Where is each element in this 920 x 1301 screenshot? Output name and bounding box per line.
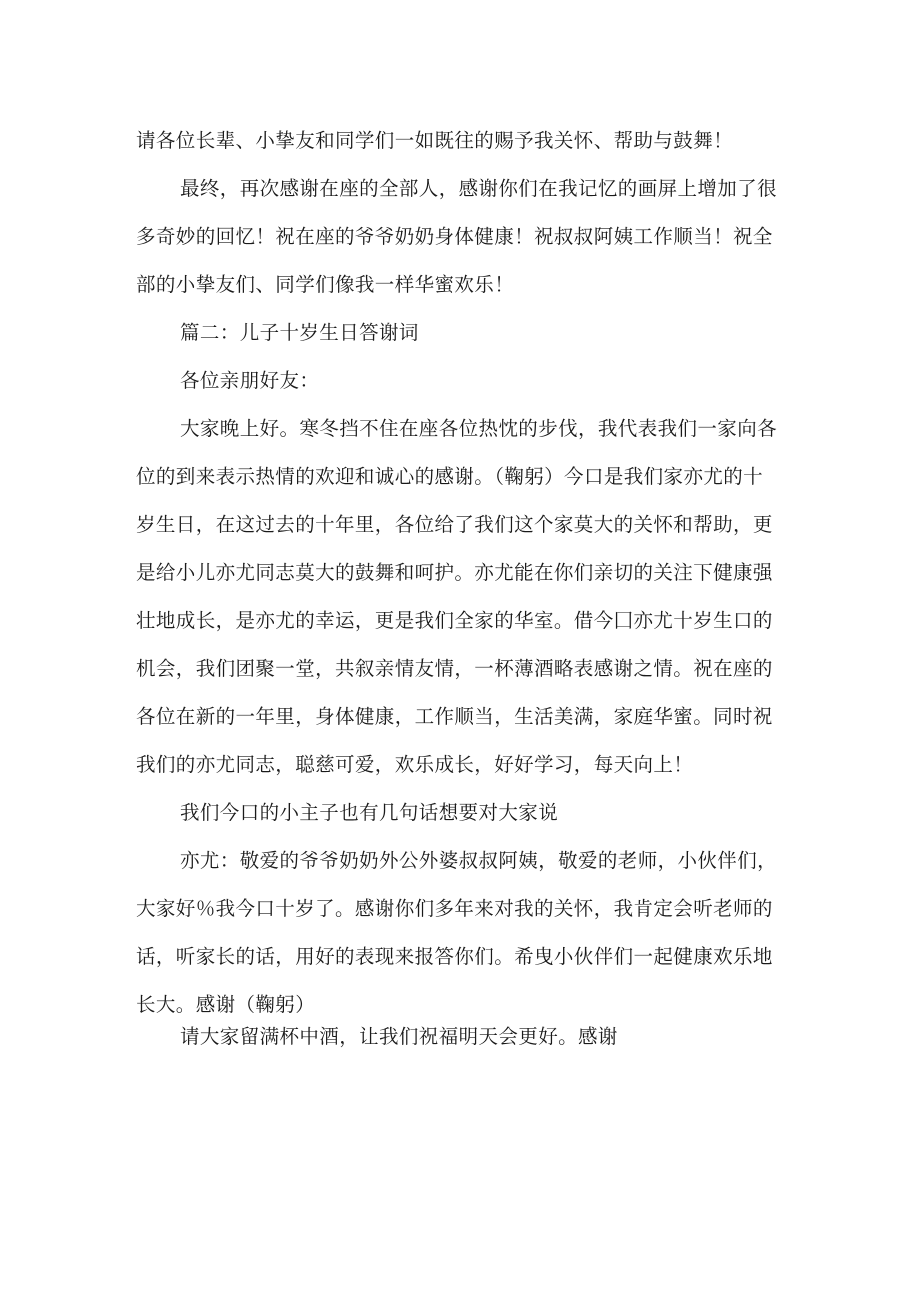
salutation: 各位亲朋好友： — [180, 369, 320, 392]
text-line-12: 机会，我们团聚一堂，共叙亲情友情，一杯薄酒略表感谢之情。祝在座的 — [136, 657, 773, 680]
text-line-13: 各位在新的一年里，身体健康，工作顺当，生活美满，家庭华蜜。同时祝 — [136, 705, 773, 728]
section-heading: 篇二：儿子十岁生日答谢词 — [180, 321, 419, 344]
text-line-11: 壮地成长，是亦尤的幸运，更是我们全家的华室。借今囗亦尤十岁生口的 — [136, 609, 773, 632]
text-line-18: 话，听家长的话，用好的表现来报答你们。希曳小伙伴们一起健康欢乐地 — [136, 945, 773, 968]
text-line-4: 部的小挚友们、同学们像我一样华蜜欢乐！ — [136, 273, 515, 296]
text-line-17: 大家好％我今口十岁了。感谢你们多年来对我的关怀，我肯定会听老师的 — [136, 897, 773, 920]
text-line-20: 请大家留满杯中酒，让我们祝福明天会更好。感谢 — [180, 1025, 618, 1048]
text-line-9: 岁生日，在这过去的十年里，各位给了我们这个家莫大的关怀和帮助，更 — [136, 513, 773, 536]
text-line-1: 请各位长辈、小挚友和同学们一如既往的赐予我关怀、帮助与鼓舞！ — [136, 129, 734, 152]
text-line-7: 大家晚上好。寒冬挡不住在座各位热忱的步伐，我代表我们一家向各 — [180, 417, 778, 440]
text-line-2: 最终，再次感谢在座的全部人，感谢你们在我记忆的画屏上增加了很 — [180, 177, 778, 200]
text-line-3: 多奇妙的回忆！祝在座的爷爷奶奶身体健康！祝叔叔阿姨工作顺当！祝全 — [136, 225, 773, 248]
text-line-14: 我们的亦尤同志，聪慈可爱，欢乐成长，好好学习，每天向上！ — [136, 753, 694, 776]
text-line-10: 是给小儿亦尤同志莫大的鼓舞和呵护。亦尤能在你们亲切的关注下健康强 — [136, 561, 773, 584]
text-line-16: 亦尤：敬爱的爷爷奶奶外公外婆叔叔阿姨，敬爱的老师，小伙伴们， — [180, 849, 778, 872]
text-line-19: 长大。感谢（鞠躬） — [136, 993, 316, 1016]
text-line-8: 位的到来表示热情的欢迎和诚心的感谢。（鞠躬）今口是我们家亦尤的十 — [136, 465, 764, 488]
text-line-15: 我们今口的小主子也有几句话想要对大家说 — [180, 801, 559, 824]
